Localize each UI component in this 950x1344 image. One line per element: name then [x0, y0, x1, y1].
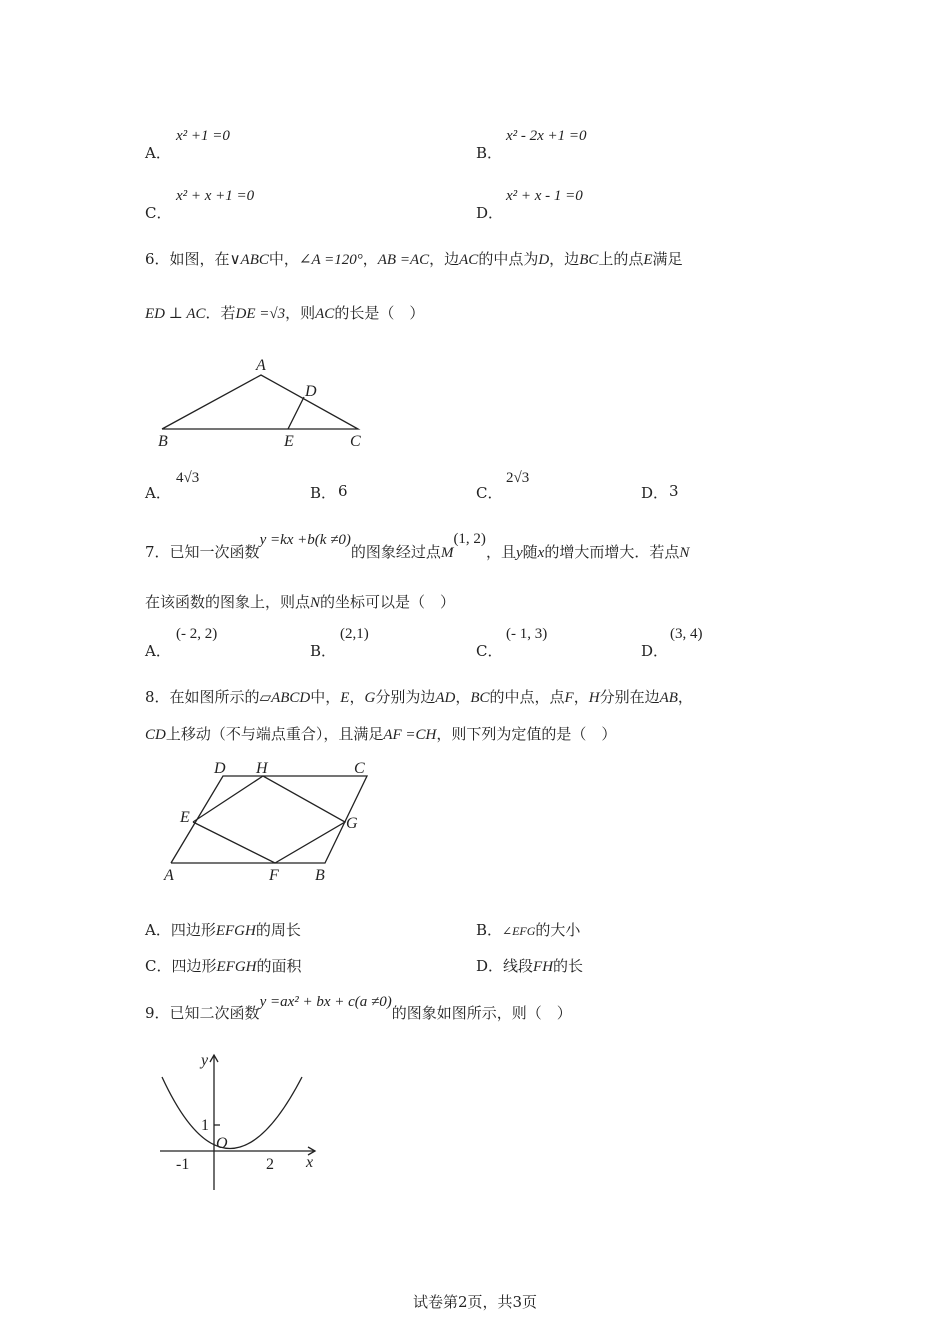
q7-point-m-coords: (1, 2) — [453, 531, 486, 547]
q9-label-x: x — [306, 1154, 314, 1171]
q6-text: 满足 — [652, 250, 683, 268]
q6-option-b-value: 6 — [338, 482, 348, 500]
q8-label-d: D — [214, 760, 226, 777]
q7-point-n: N — [679, 545, 690, 561]
q8-text: 分别为边 — [375, 688, 436, 706]
q8-option-math: FH — [533, 959, 554, 975]
q8-point-h: H — [588, 690, 600, 706]
q8-option-text: 四边形 — [170, 921, 216, 939]
q5-option-c-expr: x² + x +1 =0 — [176, 188, 255, 204]
q8-label-a: A — [164, 867, 174, 884]
q8-af-ch: AF =CH — [383, 727, 437, 743]
q8-option-text: 线段 — [503, 957, 534, 975]
q8-option-label: C． — [145, 957, 172, 975]
q6-text: ，则 — [285, 304, 316, 322]
q9-text: 已知二次函数 — [169, 1004, 260, 1022]
q6-equal-sides: AB =AC — [377, 252, 430, 268]
q8-text: 上移动（不与端点重合），且满足 — [165, 725, 384, 743]
q7-option-d-label: D． — [641, 642, 669, 660]
q7-point-m: M — [440, 545, 454, 561]
q6-angle: ∠A =120° — [298, 252, 363, 268]
q8-parallelogram: ▱ABCD — [259, 690, 311, 706]
q6-label-d: D — [305, 383, 317, 400]
q6-label-e: E — [284, 433, 294, 450]
q5-option-a-expr: x² +1 =0 — [176, 128, 230, 144]
q8-option-text: 的周长 — [255, 921, 301, 939]
q8-text: ， — [455, 688, 471, 706]
q9-text: 的图象如图所示，则（ ） — [391, 1004, 572, 1022]
q8-text: 在如图所示的 — [169, 688, 260, 706]
q6-option-b-label: B． — [310, 484, 337, 502]
q6-triangle: ∨ABC — [229, 252, 269, 268]
q5-option-b-label: B． — [476, 144, 503, 162]
q8-point-g: G — [364, 690, 376, 706]
q7-text: 已知一次函数 — [169, 543, 260, 561]
q8-option-a — [145, 919, 301, 940]
q6-triangle-figure — [150, 350, 380, 455]
q8-label-g: G — [346, 815, 358, 832]
q6-text: 如图，在 — [169, 250, 230, 268]
q9-number: 9． — [145, 1004, 170, 1022]
q6-text: ，边 — [429, 250, 460, 268]
q7-point-n: N — [310, 595, 321, 611]
q8-option-c — [145, 955, 302, 976]
q6-perpendicular: ED ⊥ AC — [145, 306, 206, 322]
q9-function: y =ax² + bx + c(a ≠0) — [259, 994, 392, 1010]
q9-label-one: 1 — [201, 1117, 209, 1134]
q7-option-b-value: (2,1) — [340, 626, 369, 642]
q5-option-a-label: A． — [145, 144, 171, 162]
q6-segment-ed — [288, 397, 304, 429]
q6-text: 的中点为 — [478, 250, 539, 268]
q6-text: 上的点 — [598, 250, 644, 268]
q5-option-c-label: C． — [145, 204, 172, 222]
q8-option-d — [476, 955, 583, 976]
q5-option-b-expr: x² - 2x +1 =0 — [506, 128, 587, 144]
q6-option-c-label: C． — [476, 484, 503, 502]
q9-label-two: 2 — [266, 1156, 274, 1173]
q6-option-a-label: A． — [145, 484, 171, 502]
q9-label-neg1: -1 — [176, 1156, 190, 1173]
q6-text: ， — [362, 250, 378, 268]
q6-label-b: B — [158, 433, 168, 450]
q6-text: 的长是（ ） — [334, 304, 425, 322]
q7-option-c-value: (- 1, 3) — [506, 626, 548, 642]
q9-label-origin: O — [216, 1135, 228, 1152]
q8-bc: BC — [470, 690, 490, 706]
page-footer: 试卷第2页，共3页 — [412, 1293, 538, 1311]
q7-text: 的坐标可以是（ ） — [320, 593, 456, 611]
q8-option-label: D． — [476, 957, 504, 975]
q8-option-text: 的大小 — [535, 921, 581, 939]
q7-text: 随 — [522, 543, 538, 561]
q7-var-x: x — [537, 545, 545, 561]
q9-parabola — [162, 1077, 302, 1149]
q7-function: y =kx +b(k ≠0) — [259, 532, 351, 548]
q8-text: ，则下列为定值的是（ ） — [436, 725, 617, 743]
q6-point-d: D — [538, 252, 550, 268]
q6-option-a-value: 4√3 — [176, 470, 200, 486]
q8-text: 中， — [310, 688, 341, 706]
q8-text: ， — [349, 688, 365, 706]
q7-text: 的图象经过点 — [350, 543, 441, 561]
q7-option-a-label: A． — [145, 642, 171, 660]
q8-label-c: C — [354, 760, 365, 777]
q8-label-b: B — [315, 867, 325, 884]
q8-point-e: E — [340, 690, 350, 706]
q7-option-b-label: B． — [310, 642, 337, 660]
q7-text: 在该函数的图象上，则点 — [145, 593, 311, 611]
q6-text: 中， — [268, 250, 299, 268]
q8-point-f: F — [564, 690, 574, 706]
q8-cd: CD — [145, 727, 166, 743]
q8-ab: AB — [659, 690, 678, 706]
q6-de-value: DE =√3 — [235, 306, 286, 322]
q8-option-text: 四边形 — [171, 957, 217, 975]
q8-text: 的中点，点 — [489, 688, 565, 706]
q6-point-e: E — [643, 252, 653, 268]
q8-ad: AD — [435, 690, 456, 706]
q9-stem — [145, 994, 572, 1023]
q8-option-label: B． — [476, 921, 503, 939]
q8-text: 分别在边 — [599, 688, 660, 706]
q7-option-a-value: (- 2, 2) — [176, 626, 218, 642]
q8-parallelogram-outline — [171, 776, 367, 863]
q6-option-c-value: 2√3 — [506, 470, 530, 486]
q7-stem-line1 — [145, 531, 690, 562]
q8-option-math: ∠EFG — [502, 924, 536, 938]
q8-text: ， — [573, 688, 589, 706]
q6-stem-line2 — [145, 302, 424, 323]
q6-ac: AC — [315, 306, 335, 322]
q8-number: 8． — [145, 688, 170, 706]
q6-text: ，边 — [549, 250, 580, 268]
q8-option-b — [476, 919, 580, 940]
q6-text: ．若 — [205, 304, 236, 322]
q6-option-d-label: D． — [641, 484, 669, 502]
q6-stem-line1 — [145, 248, 683, 269]
q8-label-e: E — [180, 809, 190, 826]
q7-text: 的增大而增大．若点 — [544, 543, 680, 561]
q8-stem-line1 — [145, 686, 693, 707]
q9-parabola-figure — [150, 1045, 330, 1195]
q7-option-d-value: (3, 4) — [670, 626, 703, 642]
q9-label-y: y — [201, 1052, 209, 1069]
q8-stem-line2 — [145, 723, 616, 744]
q8-option-math: EFGH — [216, 959, 257, 975]
q6-option-d-value: 3 — [669, 482, 679, 500]
q7-option-c-label: C． — [476, 642, 503, 660]
q8-option-label: A． — [145, 921, 171, 939]
q7-text: ，且 — [485, 543, 516, 561]
q7-stem-line2 — [145, 591, 455, 612]
q5-option-d-label: D． — [476, 204, 504, 222]
q7-number: 7． — [145, 543, 170, 561]
q8-label-f: F — [269, 867, 279, 884]
q6-number: 6． — [145, 250, 170, 268]
q8-option-math: EFGH — [215, 923, 256, 939]
q6-label-c: C — [350, 433, 361, 450]
q7-var-y: y — [515, 545, 523, 561]
q8-option-text: 的面积 — [256, 957, 302, 975]
q8-text: ， — [677, 688, 693, 706]
q6-triangle-outline — [162, 375, 358, 429]
q8-option-text: 的长 — [553, 957, 584, 975]
q5-option-d-expr: x² + x - 1 =0 — [506, 188, 583, 204]
q6-bc: BC — [579, 252, 599, 268]
q6-label-a: A — [256, 357, 266, 374]
q8-parallelogram-figure — [160, 756, 375, 884]
q8-label-h: H — [256, 760, 268, 777]
q6-ac: AC — [459, 252, 479, 268]
